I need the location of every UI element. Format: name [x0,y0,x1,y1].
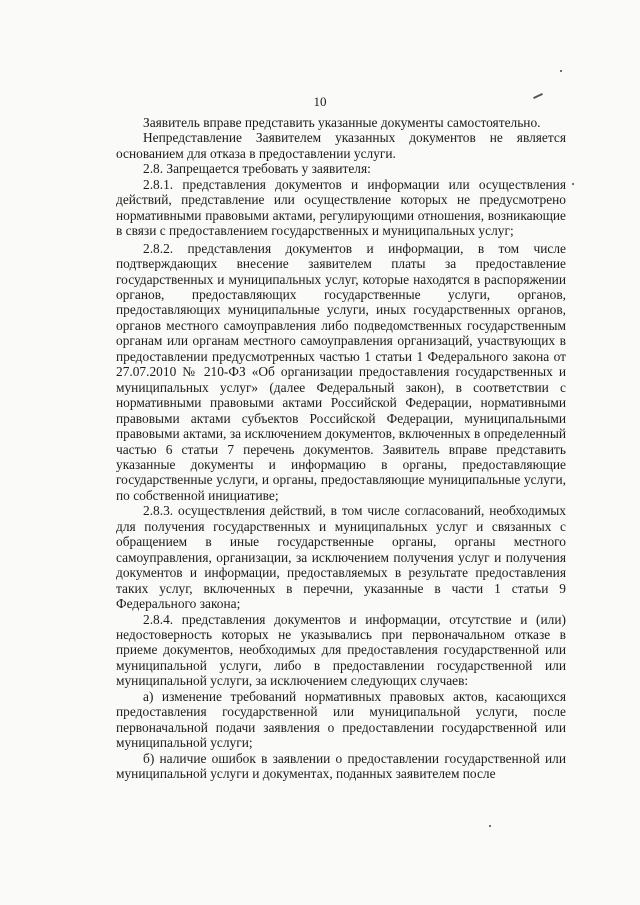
document-body [116,115,566,781]
scan-speck [560,70,562,72]
scan-speck [489,825,491,827]
paragraph: 2.8.3. осуществления действий, в том числе согласований, необходимых для получения государственных и муниципальных услуг и связанных с обращением в иные государственные органы, органы местного самоуправления, организации, за исключением получения услуг и получения документов и информации, предоставляемых в результате предоставления таких услуг, включенных в перечни, указанные в части 1 статьи 9 Федерального закона; [116,503,566,612]
page-number: 10 [313,94,327,109]
paragraph: б) наличие ошибок в заявлении о предоставлении государственной или муниципальной услуги и документах, поданных заявителем после [116,750,566,782]
paragraph: а) изменение требований нормативных правовых актов, касающихся предоставления государственной или муниципальной услуги, после первоначальной подачи заявления о предоставлении государственной или муниципальной услуги; [116,688,566,751]
paragraph: 2.8. Запрещается требовать у заявителя: [143,161,371,177]
paragraph: 2.8.4. представления документов и информации, отсутствие и (или) недостоверность которых не указывались при первоначальном отказе в приеме документов, необходимых для предоставления государственной или муниципальной услуги, либо в предоставлении государственной или муниципальной услуги, за исключением следующих случаев: [116,611,566,689]
scan-speck [572,183,574,185]
paragraph: Непредставление Заявителем указанных документов не является основанием для отказа в предоставлении услуги. [116,130,566,161]
paragraph: 2.8.2. представления документов и информации, в том числе подтверждающих внесение заявителем платы за предоставление государственных и муниципальных услуг, которые находятся в распоряжении органов, предоставляющих государственные услуги, органов, предоставляющих муниципальные услуги, иных государственных органов, органов местного самоуправления либо подведомственных государственным органам или органам местного самоуправления организаций, участвующих в предоставлении предусмотренных частью 1 статьи 1 Федерального закона от 27.07.2010 № 210-ФЗ «Об организации предоставления государственных и муниципальных услуг» (далее Федеральный закон), в соответствии с нормативными правовыми актами Российской Федерации, нормативными правовыми актами субъектов Российской Федерации, муниципальными правовыми актами, за исключением документов, включенных в определенный частью 6 статьи 7 перечень документов. Заявитель вправе представить указанные документы и информацию в органы, предоставляющие государственные услуги, и органы, предоставляющие муниципальные услуги, по собственной инициативе; [116,240,566,503]
paragraph: Заявитель вправе представить указанные документы самостоятельно. [143,115,541,130]
paragraph: 2.8.1. представления документов и информации или осуществления действий, представление или осуществление которых не предусмотрено нормативными правовыми актами, регулирующими отношения, возникающие в связи с предоставлением государственных и муниципальных услуг; [116,176,566,239]
